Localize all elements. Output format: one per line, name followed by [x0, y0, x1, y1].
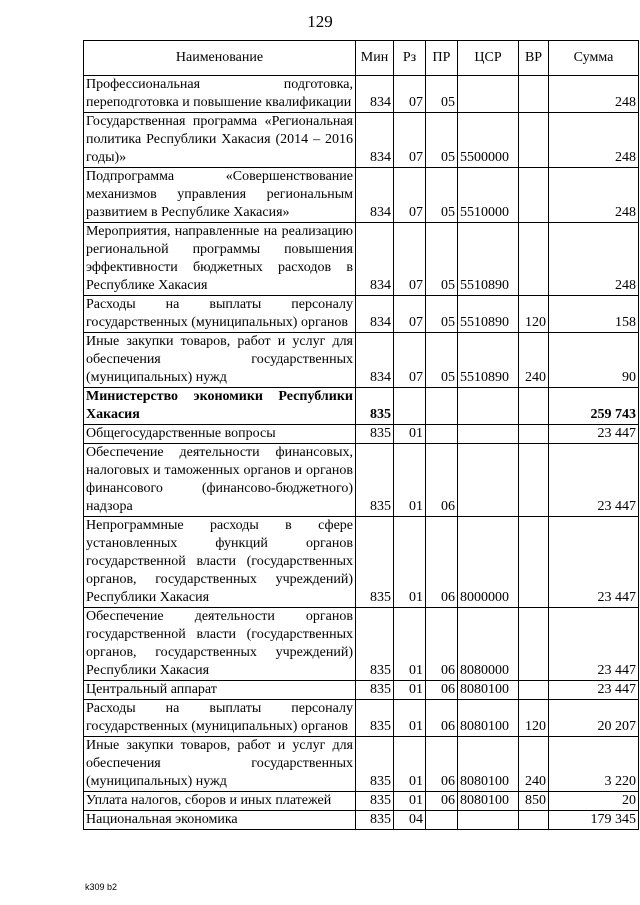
cell-sum: 90 [549, 333, 639, 388]
cell-sum: 23 447 [549, 681, 639, 700]
cell-csr: 8080000 [458, 608, 519, 681]
header-name: Наименование [84, 41, 356, 76]
header-sum: Сумма [549, 41, 639, 76]
cell-vr [519, 76, 549, 113]
header-min: Мин [356, 41, 394, 76]
header-pr: ПР [426, 41, 458, 76]
cell-rz: 01 [394, 700, 426, 737]
cell-pr: 05 [426, 76, 458, 113]
cell-name: Обеспечение деятельности органов государственной власти (государственных органов, государственных учреждений) Республики Хакасия [84, 608, 356, 681]
header-rz: Рз [394, 41, 426, 76]
cell-pr: 06 [426, 681, 458, 700]
cell-min: 835 [356, 681, 394, 700]
cell-pr: 05 [426, 333, 458, 388]
cell-csr [458, 811, 519, 830]
cell-csr [458, 425, 519, 444]
cell-pr [426, 811, 458, 830]
page-number: 129 [307, 12, 333, 31]
cell-name: Общегосударственные вопросы [84, 425, 356, 444]
cell-min: 835 [356, 792, 394, 811]
cell-csr: 5510890 [458, 296, 519, 333]
cell-min: 834 [356, 168, 394, 223]
cell-csr [458, 388, 519, 425]
cell-min: 835 [356, 811, 394, 830]
cell-min: 834 [356, 223, 394, 296]
cell-min: 835 [356, 608, 394, 681]
cell-vr [519, 811, 549, 830]
cell-name: Расходы на выплаты персоналу государственных (муниципальных) органов [84, 700, 356, 737]
cell-pr: 06 [426, 517, 458, 608]
budget-table [83, 40, 639, 830]
cell-min: 835 [356, 700, 394, 737]
cell-name: Государственная программа «Региональная политика Республики Хакасия (2014 – 2016 годы)» [84, 113, 356, 168]
cell-pr: 05 [426, 113, 458, 168]
cell-csr: 8080100 [458, 737, 519, 792]
cell-name: Иные закупки товаров, работ и услуг для обеспечения государственных (муниципальных) нужд [84, 737, 356, 792]
table-row [84, 517, 639, 608]
cell-name: Мероприятия, направленные на реализацию региональной программы повышения эффективности бюджетных расходов в Республике Хакасия [84, 223, 356, 296]
cell-min: 834 [356, 113, 394, 168]
cell-rz: 07 [394, 296, 426, 333]
cell-vr [519, 681, 549, 700]
cell-vr: 850 [519, 792, 549, 811]
cell-sum: 259 743 [549, 388, 639, 425]
table-row [84, 113, 639, 168]
header-csr: ЦСР [458, 41, 519, 76]
cell-sum: 248 [549, 168, 639, 223]
cell-vr [519, 168, 549, 223]
cell-sum: 23 447 [549, 425, 639, 444]
cell-vr [519, 113, 549, 168]
cell-csr: 8080100 [458, 681, 519, 700]
cell-rz: 01 [394, 444, 426, 517]
cell-min: 835 [356, 444, 394, 517]
cell-csr: 8080100 [458, 792, 519, 811]
table-row [84, 168, 639, 223]
cell-name: Профессиональная подготовка, переподготовка и повышение квалификации [84, 76, 356, 113]
table-header-row [84, 41, 639, 76]
cell-vr: 240 [519, 737, 549, 792]
cell-name: Уплата налогов, сборов и иных платежей [84, 792, 356, 811]
cell-rz [394, 388, 426, 425]
cell-rz: 04 [394, 811, 426, 830]
cell-rz: 01 [394, 681, 426, 700]
cell-pr: 06 [426, 700, 458, 737]
cell-csr: 5510890 [458, 333, 519, 388]
header-vr: ВР [519, 41, 549, 76]
cell-rz: 07 [394, 168, 426, 223]
cell-pr: 05 [426, 168, 458, 223]
cell-sum: 3 220 [549, 737, 639, 792]
cell-vr: 240 [519, 333, 549, 388]
table-row [84, 700, 639, 737]
cell-sum: 248 [549, 76, 639, 113]
cell-sum: 23 447 [549, 608, 639, 681]
table-row [84, 737, 639, 792]
cell-rz: 01 [394, 425, 426, 444]
cell-pr: 06 [426, 608, 458, 681]
cell-min: 835 [356, 425, 394, 444]
cell-vr: 120 [519, 296, 549, 333]
cell-pr [426, 388, 458, 425]
table-row [84, 425, 639, 444]
table-row [84, 223, 639, 296]
table-row [84, 681, 639, 700]
cell-rz: 01 [394, 792, 426, 811]
cell-csr: 8000000 [458, 517, 519, 608]
cell-vr [519, 388, 549, 425]
table-row [84, 333, 639, 388]
cell-rz: 07 [394, 223, 426, 296]
table-row [84, 792, 639, 811]
cell-pr: 05 [426, 296, 458, 333]
cell-vr [519, 223, 549, 296]
cell-pr: 06 [426, 737, 458, 792]
table-row [84, 76, 639, 113]
cell-sum: 23 447 [549, 444, 639, 517]
table-row [84, 811, 639, 830]
cell-name: Подпрограмма «Совершенствование механизмов управления региональным развитием в Республике Хакасия» [84, 168, 356, 223]
cell-pr: 05 [426, 223, 458, 296]
cell-pr: 06 [426, 792, 458, 811]
cell-rz: 07 [394, 113, 426, 168]
cell-csr [458, 76, 519, 113]
cell-min: 835 [356, 388, 394, 425]
cell-vr [519, 517, 549, 608]
cell-rz: 07 [394, 76, 426, 113]
cell-name: Расходы на выплаты персоналу государственных (муниципальных) органов [84, 296, 356, 333]
cell-rz: 01 [394, 517, 426, 608]
cell-sum: 20 207 [549, 700, 639, 737]
cell-csr: 5500000 [458, 113, 519, 168]
cell-csr: 5510890 [458, 223, 519, 296]
table-body [84, 76, 639, 830]
cell-vr [519, 444, 549, 517]
cell-vr: 120 [519, 700, 549, 737]
cell-sum: 248 [549, 223, 639, 296]
cell-name: Центральный аппарат [84, 681, 356, 700]
cell-vr [519, 425, 549, 444]
cell-rz: 01 [394, 608, 426, 681]
cell-min: 834 [356, 296, 394, 333]
cell-sum: 158 [549, 296, 639, 333]
table-row [84, 444, 639, 517]
cell-csr: 8080100 [458, 700, 519, 737]
cell-vr [519, 608, 549, 681]
table-row [84, 388, 639, 425]
cell-min: 834 [356, 333, 394, 388]
cell-rz: 07 [394, 333, 426, 388]
cell-name: Иные закупки товаров, работ и услуг для обеспечения государственных (муниципальных) нужд [84, 333, 356, 388]
cell-pr [426, 425, 458, 444]
cell-min: 834 [356, 76, 394, 113]
cell-sum: 23 447 [549, 517, 639, 608]
cell-min: 835 [356, 517, 394, 608]
table-row [84, 608, 639, 681]
cell-rz: 01 [394, 737, 426, 792]
cell-csr: 5510000 [458, 168, 519, 223]
cell-sum: 179 345 [549, 811, 639, 830]
cell-csr [458, 444, 519, 517]
cell-sum: 20 [549, 792, 639, 811]
cell-min: 835 [356, 737, 394, 792]
cell-name: Национальная экономика [84, 811, 356, 830]
footer-code: k309 b2 [85, 882, 118, 892]
cell-pr: 06 [426, 444, 458, 517]
cell-name: Обеспечение деятельности финансовых, налоговых и таможенных органов и органов финансового (финансово-бюджетного) надзора [84, 444, 356, 517]
cell-sum: 248 [549, 113, 639, 168]
table-row [84, 296, 639, 333]
cell-name: Непрограммные расходы в сфере установленных функций органов государственной власти (государственных органов, государственных учреждений) Республики Хакасия [84, 517, 356, 608]
cell-name: Министерство экономики Республики Хакасия [84, 388, 356, 425]
